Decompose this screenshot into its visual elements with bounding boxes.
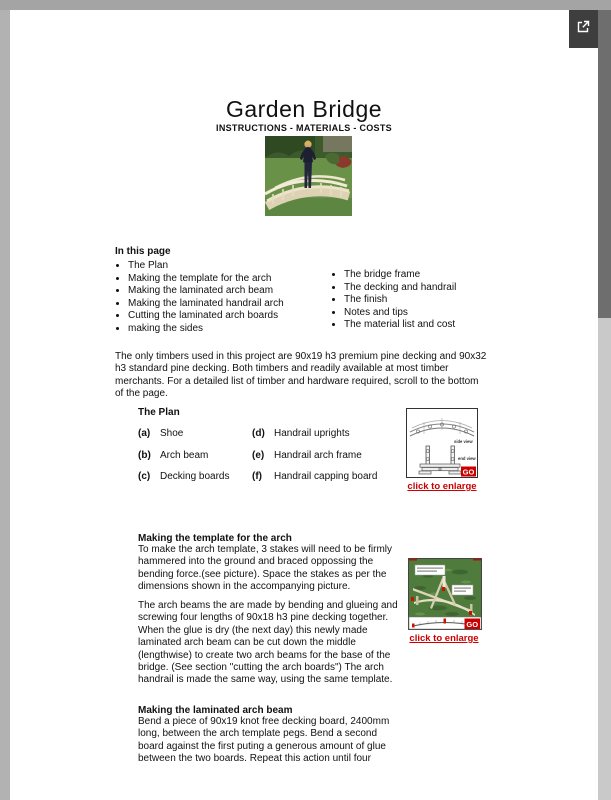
plan-row xyxy=(138,428,350,439)
open-in-new-window-button[interactable] xyxy=(569,10,598,48)
document-page xyxy=(10,10,598,800)
template-enlarge-link[interactable]: click to enlarge xyxy=(409,633,479,644)
title-block xyxy=(10,96,598,133)
plan-row xyxy=(138,450,362,461)
svg-text:GO: GO xyxy=(462,467,475,477)
section-paragraph: To make the arch template, 3 stakes will need to be firmly hammered into the ground and braced oppossing the bending force.(see picture). Space the stakes as per the dimensions shown in the accompanying picture. xyxy=(138,544,393,593)
bridge-photo xyxy=(265,136,352,216)
section-paragraph: Bend a piece of 90x19 knot free decking board, 2400mm long, between the arch template pegs. Bend a second board against the first puting a generous amount of glue between the two boards. Repeat this action until four xyxy=(138,716,390,765)
section-paragraph: The arch beams the are made by bending and glueing and screwing four lengths of 90x18 h3 pine decking together. When the glue is dry (the next day) this newly made laminated arch beam can be cut down the middle (lengthwise) to create two arch beams for the base of the bridge. (See section "cutting the arch boards") The arch handrail is made the same way, using the same template. xyxy=(138,600,398,686)
plan-label: Handrail capping board xyxy=(274,471,378,482)
viewer-top-bar xyxy=(0,0,611,10)
toc-item: • Making the laminated handrail arch xyxy=(128,298,338,311)
side-view-label: side view xyxy=(454,439,473,444)
end-view-label: end view xyxy=(458,456,476,461)
intro-paragraph: The only timbers used in this project are 90x19 h3 premium pine decking and 90x32 h3 standard pine decking. Both timbers and readily available at most timber merchants. For a detailed list of timber and hardware required, scroll to the bottom of the page. xyxy=(115,351,487,400)
toc-left-list xyxy=(115,260,338,336)
section-heading-arch-beam: Making the laminated arch beam xyxy=(138,705,293,716)
toc-item: • The finish xyxy=(344,294,524,307)
scrollbar-thumb[interactable] xyxy=(598,10,611,318)
toc-item: • The Plan xyxy=(128,260,338,273)
page-title: Garden Bridge xyxy=(225,96,383,122)
toc-right-list xyxy=(331,269,524,332)
toc-item: • The decking and handrail xyxy=(344,282,524,295)
plan-key: (d) xyxy=(252,428,265,439)
toc-heading: In this page xyxy=(115,246,171,257)
plan-key: (a) xyxy=(138,428,151,439)
plan-key: (c) xyxy=(138,471,151,482)
toc-item: • Notes and tips xyxy=(344,307,524,320)
go-badge xyxy=(465,619,481,630)
toc-item: • The material list and cost xyxy=(344,319,524,332)
toc-item: • Cutting the laminated arch boards xyxy=(128,310,338,323)
go-badge xyxy=(461,467,476,477)
plan-label: Shoe xyxy=(160,428,184,439)
plan-key: (f) xyxy=(252,471,262,482)
toc-item: • The bridge frame xyxy=(344,269,524,282)
plan-enlarge-link[interactable]: click to enlarge xyxy=(407,481,477,492)
arch-template-photo-thumbnail[interactable] xyxy=(408,558,482,630)
plan-diagram-thumbnail[interactable] xyxy=(406,408,478,478)
toc-item: • Making the template for the arch xyxy=(128,273,338,286)
plan-label: Handrail arch frame xyxy=(274,450,362,461)
vertical-scrollbar[interactable] xyxy=(598,10,611,800)
plan-heading: The Plan xyxy=(138,407,180,418)
plan-key: (b) xyxy=(138,450,151,461)
svg-text:GO: GO xyxy=(466,619,479,629)
plan-label: Decking boards xyxy=(160,471,230,482)
external-link-icon xyxy=(575,18,592,40)
plan-key: (e) xyxy=(252,450,265,461)
toc-item: • Making the laminated arch beam xyxy=(128,285,338,298)
plan-label: Arch beam xyxy=(160,450,209,461)
page-subtitle: INSTRUCTIONS - MATERIALS - COSTS xyxy=(216,123,392,133)
toc-item: • making the sides xyxy=(128,323,338,336)
section-heading-template: Making the template for the arch xyxy=(138,533,292,544)
plan-label: Handrail uprights xyxy=(274,428,350,439)
plan-row xyxy=(138,471,377,482)
